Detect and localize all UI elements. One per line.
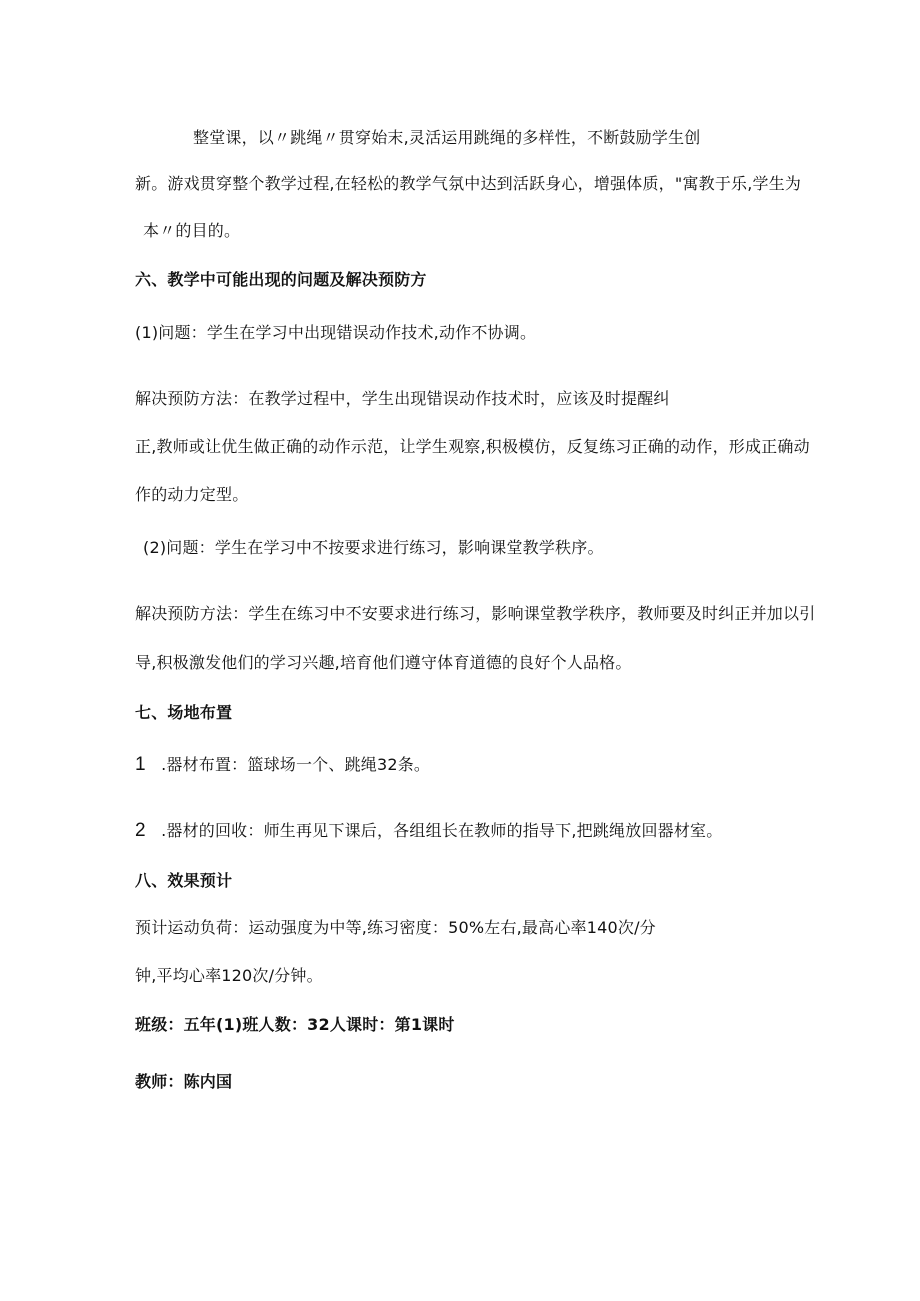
- problem-2: (2)问题：学生在学习中不按要求进行练习，影响课堂教学秩序。: [143, 538, 604, 557]
- equipment-item-2: [135, 821, 722, 841]
- problem-1: (1)问题：学生在学习中出现错误动作技术,动作不协调。: [135, 323, 537, 342]
- solution-1-line-2: 正,教师或让优生做正确的动作示范，让学生观察,积极模仿，反复练习正确的动作，形成正确动: [135, 437, 810, 456]
- exercise-load-line-1: 预计运动负荷：运动强度为中等,练习密度：50%左右,最高心率140次/分: [135, 918, 656, 937]
- solution-2-line-1: 解决预防方法：学生在练习中不安要求进行练习，影响课堂教学秩序，教师要及时纠正并加以引: [135, 604, 816, 623]
- teacher-name: 教师：陈内国: [135, 1072, 233, 1091]
- equipment-item-1-number: 1: [135, 754, 146, 775]
- solution-1-line-1: 解决预防方法：在教学过程中，学生出现错误动作技术时，应该及时提醒纠: [135, 389, 670, 408]
- equipment-item-1: [135, 755, 430, 775]
- summary-line-2: 新。游戏贯穿整个教学过程,在轻松的教学气氛中达到活跃身心，增强体质，"寓教于乐,学生为: [135, 174, 802, 193]
- section-6-heading: 六、教学中可能出现的问题及解决预防方: [135, 270, 427, 289]
- equipment-item-1-text: .器材布置：篮球场一个、跳绳32条。: [161, 755, 431, 774]
- solution-1-line-3: 作的动力定型。: [135, 485, 249, 504]
- class-info: 班级：五年(1)班人数：32人课时：第1课时: [135, 1015, 455, 1034]
- exercise-load-line-2: 钟,平均心率120次/分钟。: [135, 966, 323, 985]
- summary-line-1: 整堂课，以〃跳绳〃贯穿始末,灵活运用跳绳的多样性，不断鼓励学生创: [193, 128, 701, 147]
- equipment-item-2-text: .器材的回收：师生再见下课后，各组组长在教师的指导下,把跳绳放回器材室。: [161, 821, 723, 840]
- summary-line-3: 本〃的目的。: [143, 221, 241, 240]
- section-8-heading: 八、效果预计: [135, 871, 233, 890]
- section-7-heading: 七、场地布置: [135, 703, 233, 722]
- solution-2-line-2: 导,积极激发他们的学习兴趣,培育他们遵守体育道德的良好个人品格。: [135, 653, 632, 672]
- equipment-item-2-number: 2: [135, 820, 146, 841]
